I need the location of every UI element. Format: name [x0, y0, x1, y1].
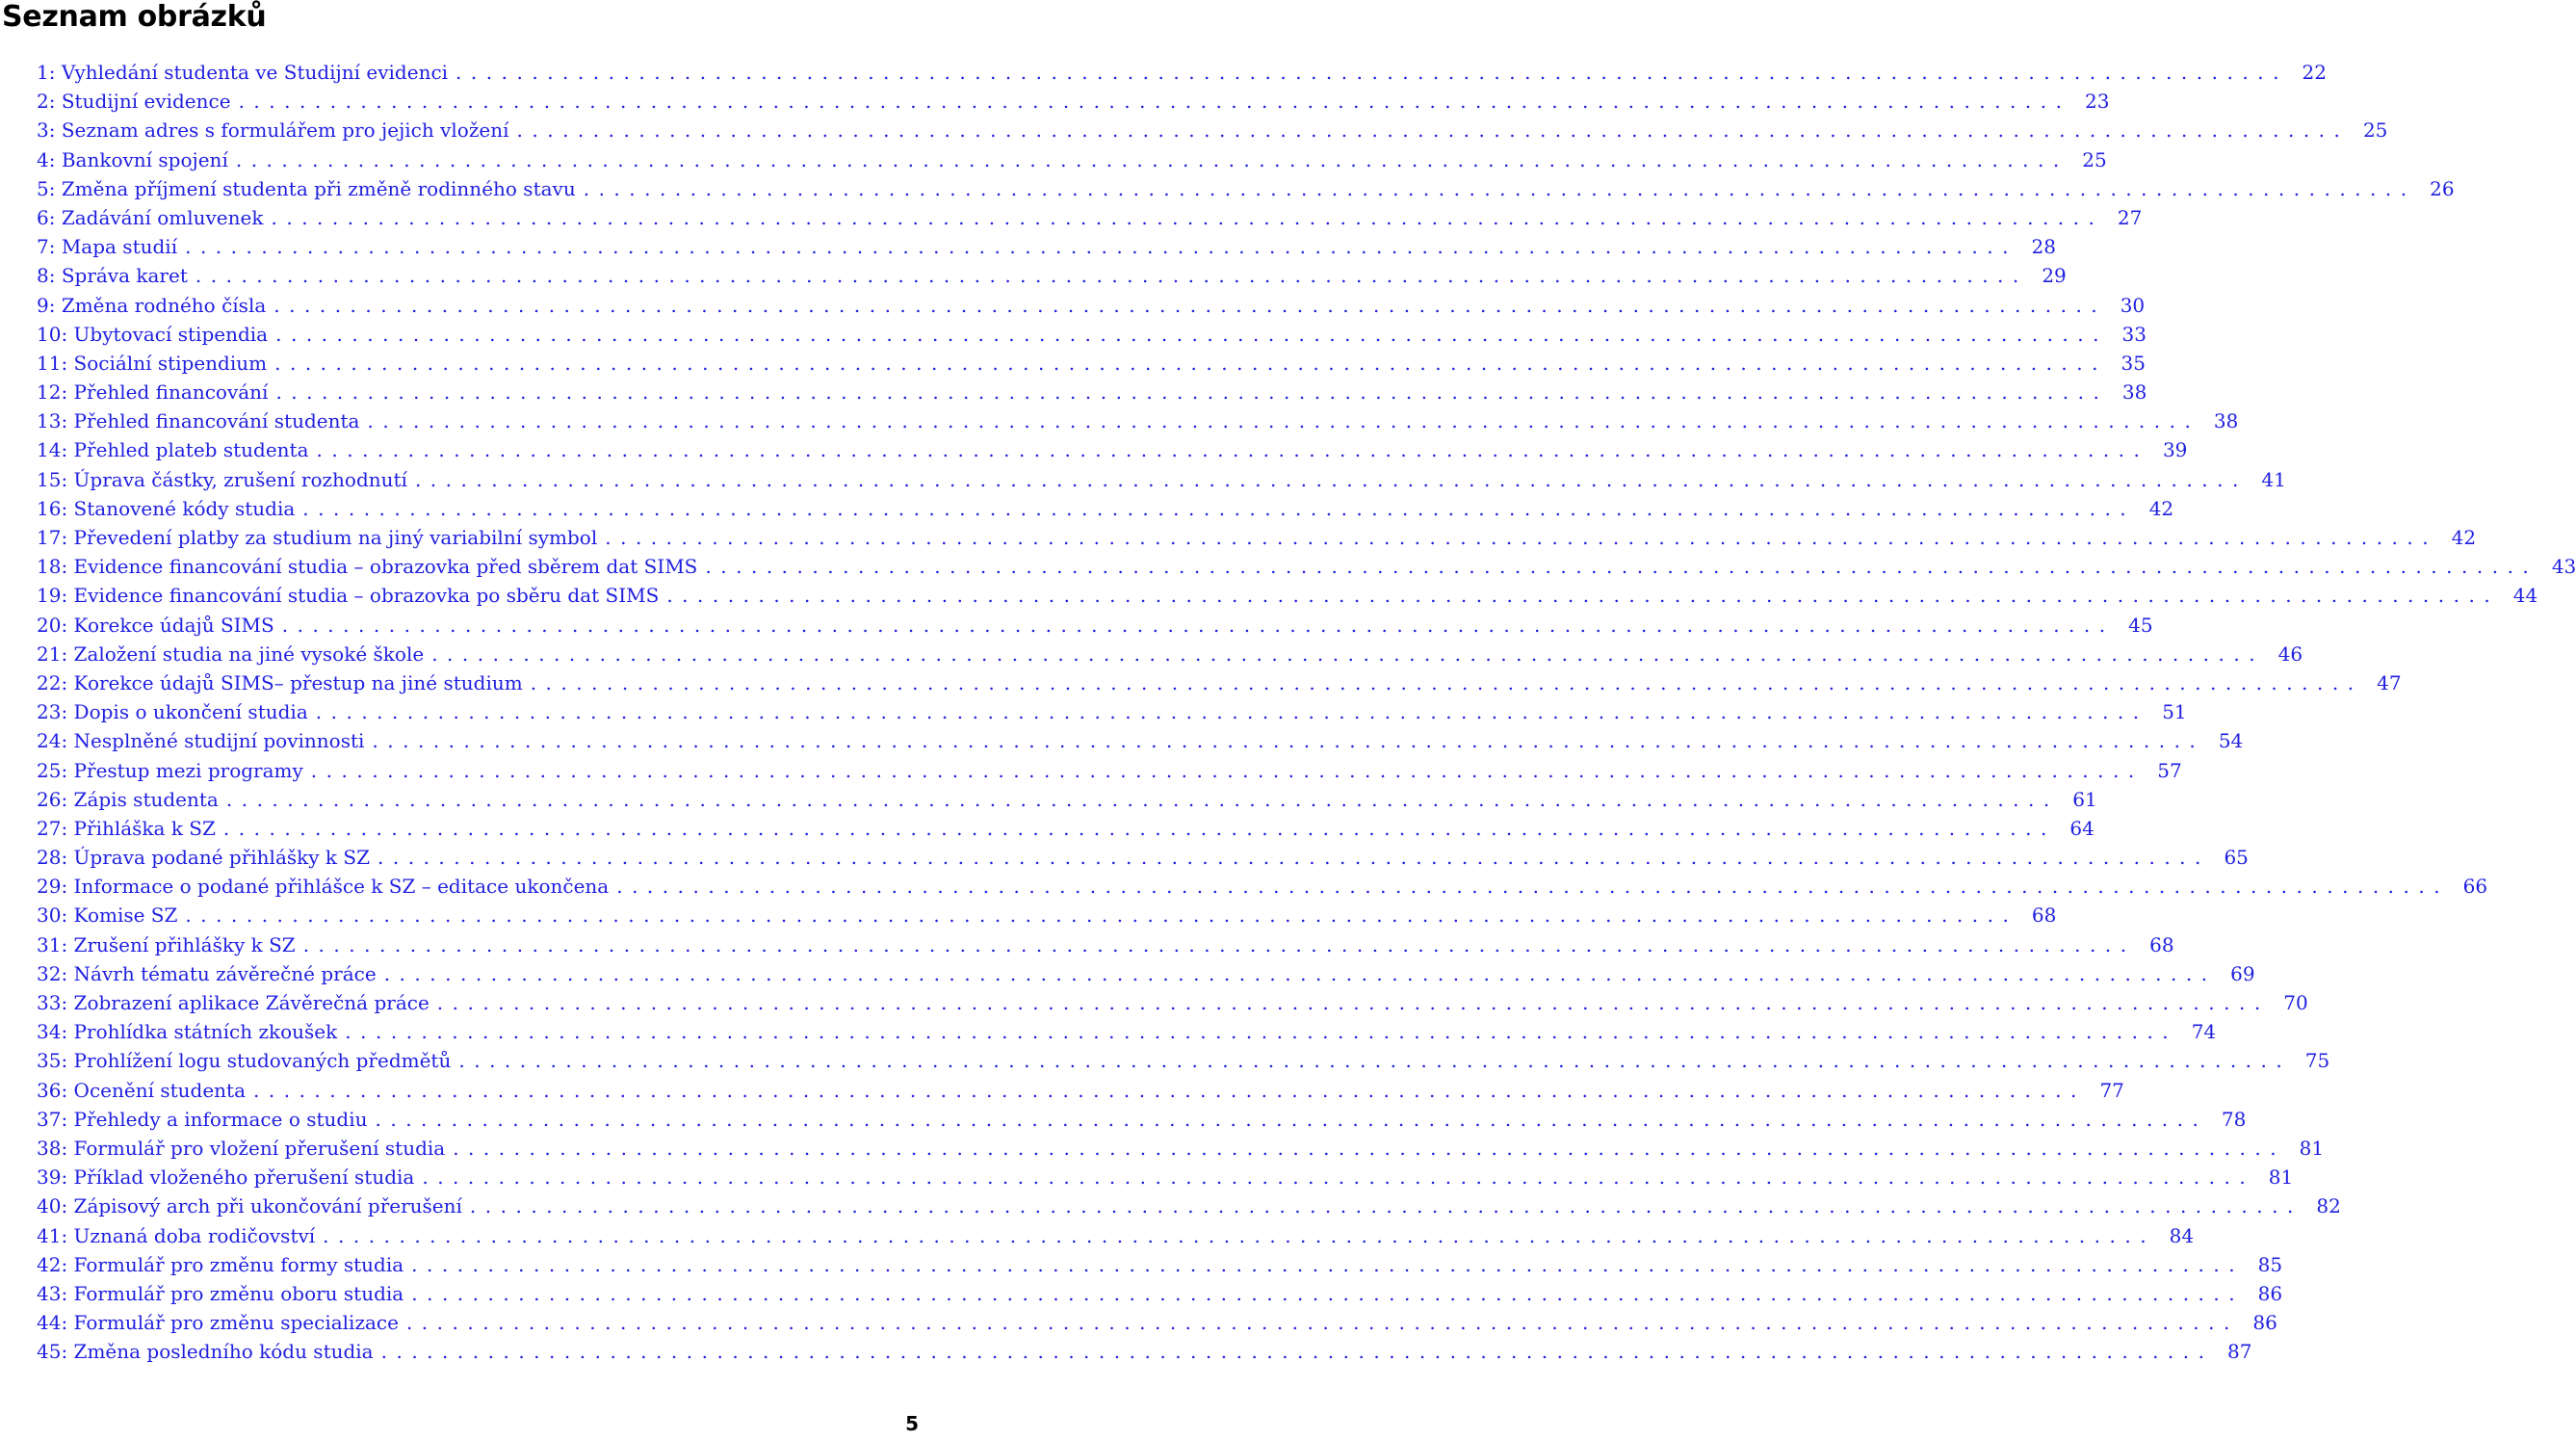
toc-entry[interactable] — [37, 640, 2303, 668]
toc-page-number[interactable]: 38 — [2121, 380, 2147, 405]
toc-entry-link[interactable]: 41: Uznaná doba rodičovství — [37, 1223, 316, 1247]
dot-leader: ........................................................................................................................ — [405, 1311, 2239, 1335]
toc-page-number[interactable]: 29 — [2042, 264, 2067, 288]
dot-leader: ........................................................................................................................ — [411, 1252, 2245, 1276]
dot-leader: ........................................................................................................................ — [453, 1136, 2286, 1160]
toc-page-number[interactable]: 44 — [2512, 584, 2538, 608]
toc-entry-link[interactable]: 36: Ocenění studenta — [37, 1078, 246, 1102]
toc-entry-link[interactable]: 42: Formulář pro změnu formy studia — [37, 1252, 404, 1276]
toc-page-number[interactable]: 43 — [2551, 555, 2576, 579]
dot-leader: ........................................................................................................................ — [383, 961, 2217, 985]
toc-page-number[interactable]: 51 — [2162, 700, 2187, 724]
toc-entry-link[interactable]: 28: Úprava podané přihlášky k SZ — [37, 846, 370, 870]
toc-entry-link[interactable]: 37: Přehledy a informace o studiu — [37, 1107, 368, 1131]
toc-entry-link[interactable]: 13: Přehled financování studenta — [37, 409, 360, 433]
dot-leader: ........................................................................................................................ — [302, 496, 2136, 520]
toc-entry-link[interactable]: 45: Změna posledního kódu studia — [37, 1340, 374, 1364]
toc-page-number[interactable]: 30 — [2120, 293, 2146, 317]
toc-entry-link[interactable]: 21: Založení studia na jiné vysoké škole — [37, 641, 425, 666]
toc-entry[interactable] — [37, 611, 2153, 640]
toc-page-number[interactable]: 61 — [2072, 787, 2097, 811]
dot-leader: ........................................................................................................................ — [411, 1281, 2245, 1305]
toc-entry-link[interactable]: 34: Prohlídka státních zkoušek — [37, 1020, 338, 1044]
dot-leader: ........................................................................................................................ — [705, 555, 2538, 579]
toc-entry-link[interactable]: 27: Přihláška k SZ — [37, 816, 216, 840]
dot-leader: ........................................................................................................................ — [273, 293, 2107, 317]
dot-leader: ........................................................................................................................ — [367, 409, 2200, 433]
dot-leader: ........................................................................................................................ — [431, 641, 2265, 666]
toc-page-number[interactable]: 75 — [2304, 1049, 2330, 1073]
dot-leader: ........................................................................................................................ — [238, 90, 2071, 114]
toc-entry-link[interactable]: 9: Změna rodného čísla — [37, 293, 267, 317]
dot-leader: ........................................................................................................................ — [380, 1340, 2214, 1364]
toc-entry[interactable] — [37, 1076, 2124, 1105]
toc-entry-link[interactable]: 6: Zadávání omluvenek — [37, 205, 264, 229]
toc-page-number[interactable]: 66 — [2462, 875, 2488, 899]
toc-entry-link[interactable]: 26: Zápis studenta — [37, 787, 219, 811]
toc-entry-link[interactable]: 24: Nesplněné studijní povinnosti — [37, 729, 365, 753]
toc-entry[interactable] — [37, 1279, 2283, 1308]
dot-leader: ........................................................................................................................ — [323, 1223, 2156, 1247]
toc-page-number[interactable]: 84 — [2169, 1223, 2195, 1247]
toc-page-number[interactable]: 41 — [2261, 467, 2286, 491]
dot-leader: ........................................................................................................................ — [458, 1049, 2292, 1073]
toc-entry-link[interactable]: 12: Přehled financování — [37, 380, 269, 405]
toc-entry[interactable] — [37, 901, 2057, 929]
toc-page-number[interactable]: 68 — [2031, 903, 2057, 928]
toc-entry[interactable] — [37, 1191, 2341, 1220]
toc-entry-link[interactable]: 1: Vyhledání studenta ve Studijní evidenci — [37, 61, 449, 84]
toc-entry[interactable] — [37, 1017, 2217, 1046]
toc-entry-link[interactable]: 22: Korekce údajů SIMS– přestup na jiné studium — [37, 670, 523, 694]
toc-entry[interactable] — [37, 1308, 2277, 1337]
toc-entry[interactable] — [37, 174, 2455, 203]
toc-page-number[interactable]: 46 — [2277, 641, 2303, 666]
toc-page-number[interactable]: 27 — [2117, 205, 2143, 229]
toc-entry-link[interactable]: 35: Prohlížení logu studovaných předmětů — [37, 1049, 452, 1073]
toc-entry-link[interactable]: 10: Ubytovací stipendia — [37, 322, 269, 346]
toc-entry-link[interactable]: 33: Zobrazení aplikace Závěrečná práce — [37, 991, 429, 1014]
dot-leader: ........................................................................................................................ — [225, 787, 2059, 811]
toc-page-number[interactable]: 86 — [2257, 1281, 2283, 1305]
list-of-figures — [37, 58, 2576, 1366]
toc-entry-link[interactable]: 4: Bankovní spojení — [37, 147, 228, 171]
toc-entry[interactable] — [37, 1250, 2283, 1279]
toc-entry-link[interactable]: 29: Informace o podané přihlášce k SZ – editace ukončena — [37, 875, 610, 899]
dot-leader: ........................................................................................................................ — [377, 846, 2210, 870]
toc-entry[interactable] — [37, 988, 2308, 1017]
toc-entry[interactable] — [37, 203, 2143, 232]
toc-page-number[interactable]: 45 — [2128, 613, 2153, 637]
toc-entry[interactable] — [37, 930, 2174, 959]
toc-page-number[interactable]: 77 — [2099, 1078, 2124, 1102]
dot-leader: ........................................................................................................................ — [372, 729, 2205, 753]
toc-entry-link[interactable]: 25: Přestup mezi programy — [37, 758, 303, 782]
toc-entry[interactable] — [37, 406, 2239, 435]
toc-entry[interactable] — [37, 435, 2188, 464]
toc-entry[interactable] — [37, 465, 2286, 494]
toc-entry-link[interactable]: 3: Seznam adres s formulářem pro jejich vložení — [37, 118, 509, 143]
toc-entry-link[interactable]: 38: Formulář pro vložení přerušení studia — [37, 1136, 446, 1160]
toc-page-number[interactable]: 69 — [2230, 961, 2255, 985]
dot-leader: ........................................................................................................................ — [185, 903, 2018, 928]
toc-page-number[interactable]: 39 — [2162, 438, 2188, 462]
toc-entry[interactable] — [37, 872, 2488, 901]
dot-leader: ........................................................................................................................ — [605, 526, 2438, 549]
toc-entry[interactable] — [37, 349, 2146, 378]
toc-page-number[interactable]: 47 — [2377, 670, 2402, 694]
toc-entry[interactable] — [37, 1046, 2330, 1075]
toc-entry[interactable] — [37, 1105, 2247, 1134]
toc-page-number[interactable]: 65 — [2224, 846, 2249, 870]
toc-page-number[interactable]: 70 — [2283, 991, 2308, 1014]
toc-entry[interactable] — [37, 785, 2097, 814]
dot-leader: ........................................................................................................................ — [469, 1194, 2303, 1218]
toc-entry-link[interactable]: 7: Mapa studií — [37, 235, 178, 259]
toc-entry[interactable] — [37, 1163, 2294, 1191]
toc-entry[interactable] — [37, 494, 2174, 523]
dot-leader: ........................................................................................................................ — [253, 1078, 2086, 1102]
dot-leader: ........................................................................................................................ — [516, 118, 2350, 143]
toc-entry[interactable] — [37, 959, 2255, 988]
toc-page-number[interactable]: 23 — [2085, 90, 2110, 114]
toc-entry-link[interactable]: 31: Zrušení přihlášky k SZ — [37, 932, 296, 956]
toc-entry[interactable] — [37, 291, 2146, 320]
toc-page-number[interactable]: 28 — [2031, 235, 2056, 259]
toc-page-number[interactable]: 33 — [2121, 322, 2147, 346]
dot-leader: ........................................................................................................................ — [316, 438, 2149, 462]
toc-entry[interactable] — [37, 87, 2110, 116]
toc-page-number[interactable]: 25 — [2082, 147, 2107, 171]
toc-entry-link[interactable]: 5: Změna příjmení studenta při změně rodinného stavu — [37, 176, 576, 200]
toc-entry[interactable] — [37, 58, 2327, 87]
toc-page-number[interactable]: 81 — [2299, 1136, 2325, 1160]
dot-leader: ........................................................................................................................ — [185, 235, 2017, 259]
toc-entry[interactable] — [37, 232, 2056, 261]
toc-entry[interactable] — [37, 726, 2244, 755]
dot-leader: ........................................................................................................................ — [195, 264, 2028, 288]
dot-leader: ........................................................................................................................ — [436, 991, 2270, 1014]
toc-page-number[interactable]: 35 — [2121, 351, 2146, 375]
dot-leader: ........................................................................................................................ — [275, 322, 2108, 346]
dot-leader: ........................................................................................................................ — [275, 380, 2109, 405]
toc-entry[interactable] — [37, 261, 2067, 290]
dot-leader: ........................................................................................................................ — [302, 932, 2136, 956]
toc-page-number[interactable]: 68 — [2149, 932, 2174, 956]
toc-entry-link[interactable]: 11: Sociální stipendium — [37, 351, 268, 375]
toc-entry-link[interactable]: 18: Evidence financování studia – obrazovka před sběrem dat SIMS — [37, 555, 698, 579]
toc-page-number[interactable]: 42 — [2451, 526, 2477, 549]
toc-entry-link[interactable]: 43: Formulář pro změnu oboru studia — [37, 1281, 404, 1305]
dot-leader: ........................................................................................................................ — [530, 670, 2363, 694]
page-title: Seznam obrázků — [2, 0, 267, 34]
toc-entry[interactable] — [37, 581, 2538, 610]
dot-leader: ........................................................................................................................ — [455, 61, 2288, 84]
toc-entry[interactable] — [37, 378, 2147, 406]
dot-leader: ........................................................................................................................ — [271, 205, 2104, 229]
toc-page-number[interactable]: 78 — [2221, 1107, 2247, 1131]
toc-page-number[interactable]: 81 — [2268, 1165, 2294, 1190]
toc-page-number[interactable]: 82 — [2316, 1194, 2341, 1218]
toc-entry[interactable] — [37, 523, 2477, 552]
dot-leader: ........................................................................................................................ — [422, 1165, 2255, 1190]
toc-page-number[interactable]: 22 — [2302, 61, 2327, 84]
toc-entry-link[interactable]: 16: Stanovené kódy studia — [37, 496, 296, 520]
toc-page-number[interactable]: 54 — [2218, 729, 2244, 753]
toc-page-number[interactable]: 38 — [2213, 409, 2239, 433]
toc-page-number[interactable]: 87 — [2227, 1340, 2252, 1364]
dot-leader: ........................................................................................................................ — [375, 1107, 2208, 1131]
toc-page-number[interactable]: 25 — [2362, 118, 2388, 143]
toc-entry-link[interactable]: 40: Zápisový arch při ukončování přerušení — [37, 1194, 462, 1218]
toc-page-number[interactable]: 86 — [2252, 1311, 2277, 1335]
toc-entry[interactable] — [37, 116, 2388, 144]
dot-leader: ........................................................................................................................ — [616, 875, 2450, 899]
toc-entry-link[interactable]: 19: Evidence financování studia – obrazovka po sběru dat SIMS — [37, 584, 660, 608]
toc-entry-link[interactable]: 17: Převedení platby za studium na jiný variabilní symbol — [37, 526, 598, 549]
toc-entry[interactable] — [37, 1337, 2252, 1366]
toc-entry[interactable] — [37, 814, 2095, 843]
toc-entry-link[interactable]: 2: Studijní evidence — [37, 90, 231, 114]
dot-leader: ........................................................................................................................ — [666, 584, 2500, 608]
toc-entry-link[interactable]: 44: Formulář pro změnu specializace — [37, 1311, 399, 1335]
toc-page-number[interactable]: 85 — [2257, 1252, 2283, 1276]
dot-leader: ........................................................................................................................ — [315, 700, 2148, 724]
toc-entry[interactable] — [37, 1134, 2325, 1163]
toc-page-number[interactable]: 42 — [2148, 496, 2174, 520]
toc-entry[interactable] — [37, 320, 2147, 349]
dot-leader: ........................................................................................................................ — [281, 613, 2115, 637]
dot-leader: ........................................................................................................................ — [583, 176, 2416, 200]
toc-entry-link[interactable]: 30: Komise SZ — [37, 903, 178, 928]
dot-leader: ........................................................................................................................ — [345, 1020, 2178, 1044]
toc-entry[interactable] — [37, 552, 2576, 581]
toc-entry-link[interactable]: 8: Správa karet — [37, 264, 188, 288]
toc-entry-link[interactable]: 15: Úprava částky, zrušení rozhodnutí — [37, 467, 407, 491]
toc-entry[interactable] — [37, 1221, 2195, 1250]
toc-page-number[interactable]: 64 — [2069, 816, 2095, 840]
dot-leader: ........................................................................................................................ — [414, 467, 2248, 491]
toc-entry-link[interactable]: 23: Dopis o ukončení studia — [37, 700, 308, 724]
toc-entry-link[interactable]: 14: Přehled plateb studenta — [37, 438, 309, 462]
page-number: 5 — [905, 1412, 919, 1435]
dot-leader: ........................................................................................................................ — [235, 147, 2069, 171]
dot-leader: ........................................................................................................................ — [310, 758, 2144, 782]
toc-page-number[interactable]: 74 — [2191, 1020, 2217, 1044]
toc-entry-link[interactable]: 20: Korekce údajů SIMS — [37, 613, 274, 637]
dot-leader: ........................................................................................................................ — [274, 351, 2107, 375]
toc-entry[interactable] — [37, 756, 2182, 785]
toc-entry[interactable] — [37, 697, 2187, 726]
toc-page-number[interactable]: 57 — [2157, 758, 2182, 782]
dot-leader: ........................................................................................................................ — [222, 816, 2056, 840]
toc-entry-link[interactable]: 32: Návrh tématu závěrečné práce — [37, 961, 377, 985]
toc-page-number[interactable]: 26 — [2430, 176, 2455, 200]
toc-entry[interactable] — [37, 145, 2107, 174]
toc-entry[interactable] — [37, 843, 2249, 872]
toc-entry-link[interactable]: 39: Příklad vloženého přerušení studia — [37, 1165, 415, 1190]
toc-entry[interactable] — [37, 668, 2402, 697]
